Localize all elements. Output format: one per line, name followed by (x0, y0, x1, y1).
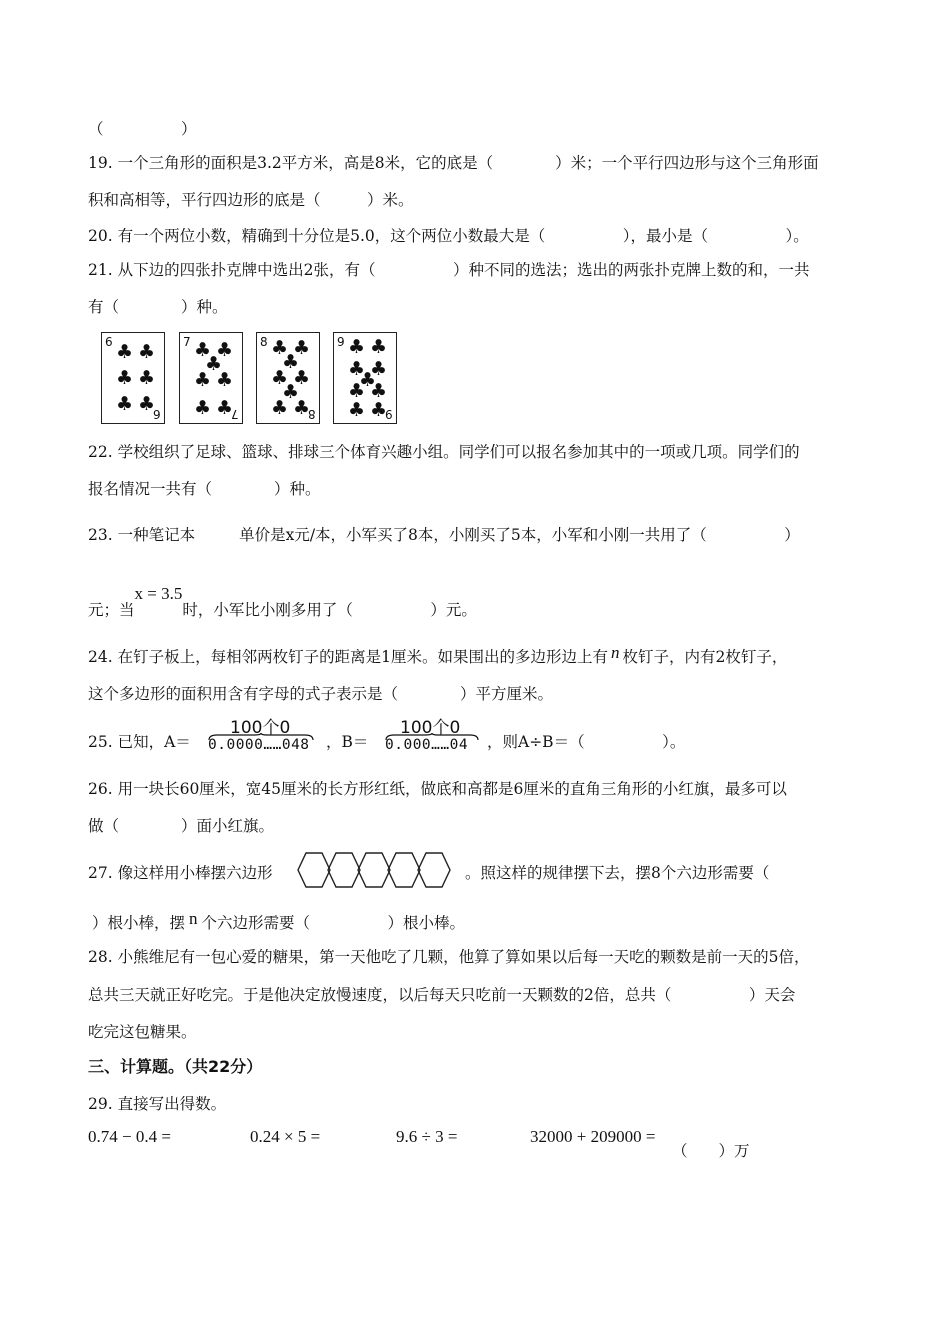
club-icon: ♣ (370, 399, 388, 421)
q25-text-b: ，B＝ (326, 733, 369, 751)
club-icon: ♣ (116, 341, 134, 363)
math-n: n (610, 643, 620, 662)
number-a-with-brace: 100个0 0.0000……048 (205, 713, 317, 761)
math-n: n (189, 909, 198, 928)
club-icon: ♣ (348, 358, 366, 380)
club-icon: ♣ (359, 369, 377, 391)
q25-text-a: 25. 已知，A＝ (88, 733, 191, 751)
q28-line3: 吃完这包糖果。 (88, 1023, 197, 1041)
club-icon: ♣ (194, 397, 212, 419)
calc-3: 9.6 ÷ 3 = (396, 1127, 458, 1146)
calc-4: 32000 + 209000 = (530, 1127, 656, 1146)
hexagon-chain-figure (297, 850, 452, 890)
club-icon: ♣ (370, 336, 388, 358)
q21-line2: 有（ ）种。 (88, 298, 228, 316)
club-icon: ♣ (138, 367, 156, 389)
club-icon: ♣ (348, 399, 366, 421)
calc-4-unit: （ ）万 (672, 1142, 750, 1160)
club-icon: ♣ (116, 393, 134, 415)
q27-line2: ）根小棒，摆 n 个六边形需要（ ）根小棒。 (92, 909, 466, 932)
club-icon: ♣ (293, 397, 311, 419)
q24-line1: 24. 在钉子板上，每相邻两枚钉子的距离是1厘米。如果围出的多边形边上有 n 枚钉子，内有2枚钉子， (88, 643, 788, 666)
q19-line2: 积和高相等，平行四边形的底是（ ）米。 (88, 191, 414, 209)
q22-line1: 22. 学校组织了足球、篮球、排球三个体育兴趣小组。同学们可以报名参加其中的一项或几项。同学们的 (88, 443, 800, 461)
playing-card-7: 7 7 ♣ ♣ ♣ ♣ ♣ ♣ ♣ (179, 332, 243, 424)
club-icon: ♣ (216, 339, 234, 361)
club-icon: ♣ (194, 369, 212, 391)
q24-line2: 这个多边形的面积用含有字母的式子表示是（ ）平方厘米。 (88, 685, 554, 703)
section-heading: 三、计算题。（共22分） (88, 1057, 263, 1076)
playing-card-8: 8 8 ♣ ♣ ♣ ♣ ♣ ♣ ♣ ♣ (256, 332, 320, 424)
club-icon: ♣ (271, 337, 289, 359)
club-icon: ♣ (293, 337, 311, 359)
q19-line1: 19. 一个三角形的面积是3.2平方米，高是8米，它的底是（ ）米；一个平行四边形与这个三角形面 (88, 154, 819, 172)
q26-line2: 做（ ）面小红旗。 (88, 817, 275, 835)
q25-text-c: ，则A÷B＝（ ）。 (487, 733, 686, 751)
club-icon: ♣ (205, 353, 223, 375)
club-icon: ♣ (348, 336, 366, 358)
club-icon: ♣ (370, 358, 388, 380)
q20-line: 20. 有一个两位小数，精确到十分位是5.0，这个两位小数最大是（ ），最小是（ ）。 (88, 227, 809, 245)
q28-line1: 28. 小熊维尼有一包心爱的糖果，第一天他吃了几颗，他算了算如果以后每一天吃的颗数是前一天的5倍， (88, 948, 810, 966)
math-x-equals: x = 3.5 (134, 584, 183, 603)
q27-text-b: 。照这样的规律摆下去，摆8个六边形需要（ (465, 864, 770, 882)
club-icon: ♣ (271, 367, 289, 389)
q23-line1: 23. 一种笔记本 单价是x元/本，小军买了8本，小刚买了5本，小军和小刚一共用了（ ） (88, 526, 800, 544)
q28-line2: 总共三天就正好吃完。于是他决定放慢速度，以后每天只吃前一天颗数的2倍，总共（ ）天会 (88, 986, 796, 1004)
club-icon: ♣ (370, 380, 388, 402)
club-icon: ♣ (194, 339, 212, 361)
q27-text-a: 27. 像这样用小棒摆六边形 (88, 864, 273, 882)
playing-card-6: 6 6 ♣ ♣ ♣ ♣ ♣ ♣ (101, 332, 165, 424)
club-icon: ♣ (282, 351, 300, 373)
q21-line1: 21. 从下边的四张扑克牌中选出2张，有（ ）种不同的选法；选出的两张扑克牌上数的和，一共 (88, 261, 810, 279)
number-b-with-brace: 100个0 0.000……04 (382, 713, 482, 761)
blank-line: （ ） (88, 120, 197, 138)
club-icon: ♣ (348, 380, 366, 402)
club-icon: ♣ (116, 367, 134, 389)
club-icon: ♣ (216, 369, 234, 391)
playing-card-9: 9 9 ♣ ♣ ♣ ♣ ♣ ♣ ♣ ♣ ♣ (333, 332, 397, 424)
club-icon: ♣ (138, 341, 156, 363)
club-icon: ♣ (293, 367, 311, 389)
calc-1: 0.74 − 0.4 = (88, 1127, 171, 1146)
club-icon: ♣ (282, 381, 300, 403)
q29-line: 29. 直接写出得数。 (88, 1095, 227, 1113)
q26-line1: 26. 用一块长60厘米，宽45厘米的长方形红纸，做底和高都是6厘米的直角三角形的小红旗，最多可以 (88, 780, 787, 798)
q22-line2: 报名情况一共有（ ）种。 (88, 480, 321, 498)
calc-2: 0.24 × 5 = (250, 1127, 321, 1146)
club-icon: ♣ (216, 397, 234, 419)
q23-line2: 元；当x = 3.5时，小军比小刚多用了（ ）元。 (88, 584, 477, 619)
club-icon: ♣ (271, 397, 289, 419)
club-icon: ♣ (138, 393, 156, 415)
